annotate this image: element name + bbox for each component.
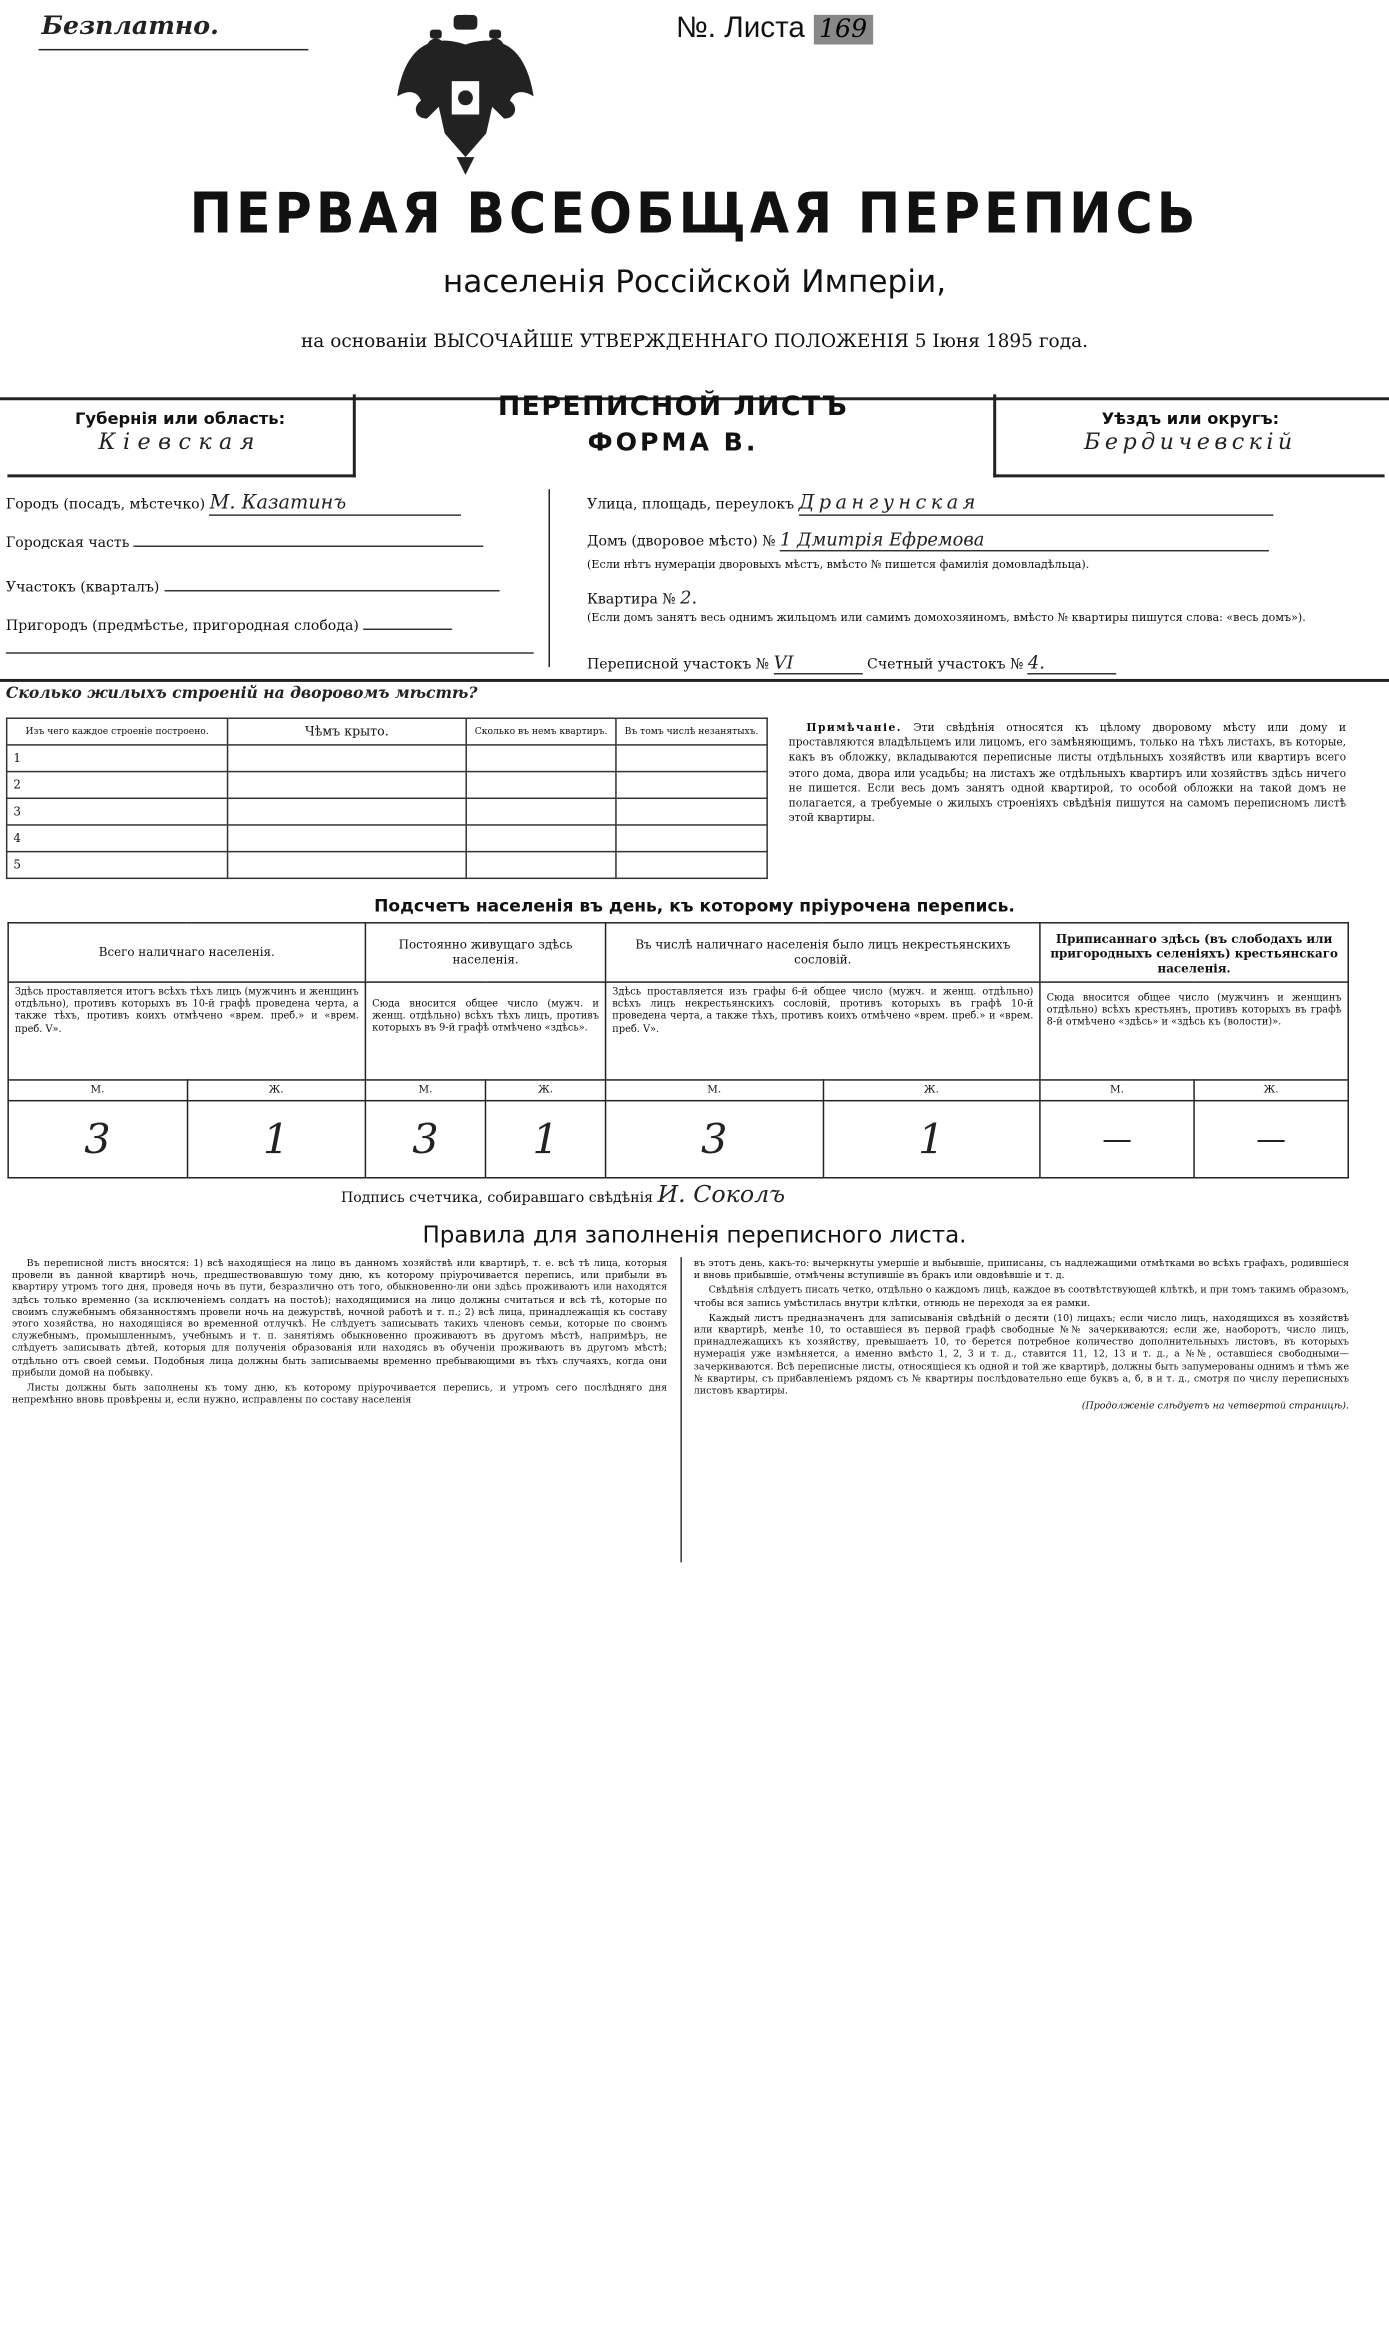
population-value-zh: 1 [187,1100,366,1177]
sheet-number [676,12,873,46]
gorodskaya-chast-row [6,531,484,552]
ulitsa-label: Улица, площадь, переулокъ [587,496,795,513]
rules-paragraph: Свѣдѣнія слѣдуетъ писать четко, отдѣльно о каждомъ лицѣ, каждое въ соотвѣтствующей клѣткѣ, и при томъ такимъ образомъ, чтобы вся запись умѣстилась внутри клѣтки, отнюдь не переходя за ея рамки. [693,1284,1349,1309]
rules-paragraph: Каждый листъ предназначенъ для записыванія свѣдѣній о десяти (10) лицахъ; если число лицъ, находящихся въ хозяйствѣ или квартирѣ, менѣе 10, то оставшіеся въ первой графѣ свободные №№ зачеркиваются; если же, наоборотъ, число лицъ, принадлежащихъ къ хозяйству, превышаетъ 10, то берется потребное количество дополнительныхъ листовъ, въ которыхъ нумерація уже измѣняется, а именно вмѣсто 1, 2, 3 и т. д., ставится 11, 12, 13 и т. д., а №№, оставшіеся свободными—зачеркиваются. Всѣ переписные листы, относящіеся къ одной и той же квартирѣ, должны быть запумерованы однимъ и тѣмъ же № квартиры, съ прибавленіемъ рядомъ съ № квартиры послѣдовательно еще буквъ а, б, в и т. д., смотря по числу переписныхъ листовъ квартиры. [693,1311,1349,1397]
uezd-box [993,394,1384,477]
uchastok-label: Участокъ (кварталъ) [5,579,160,596]
uezd-label: Уѣздъ или округъ: [1101,409,1280,429]
population-header: Приписаннаго здѣсь (въ слободахъ или пригородныхъ селеніяхъ) крестьянскаго населенія. [1040,923,1348,982]
kvartira-note: (Если домъ занятъ весь однимъ жильцомъ или самимъ домохозяиномъ, вмѣсто № квартиры пишутся слова: «весь домъ»). [587,610,1306,625]
kvartira-label: Квартира № [587,591,676,608]
sex-label-m: М. [606,1080,823,1100]
table-row [7,772,767,799]
perepisnoy-uchastok-value: VI [774,652,863,674]
population-value-m: 3 [8,1100,187,1177]
buildings-question: Сколько жилыхъ строеній на дворовомъ мѣстѣ? [5,684,478,703]
sex-label-m: М. [365,1080,485,1100]
uchastok-field [164,575,499,591]
gubernia-label: Губернія или область: [75,409,286,429]
perepisnoy-uchastok-label: Переписной участокъ № [587,656,770,674]
table-row [7,852,767,879]
prigorod-line [6,652,534,653]
schetny-uchastok-label: Счетный участокъ № [867,656,1024,674]
double-headed-eagle-emblem [391,15,539,178]
buildings-header-material: Изъ чего каждое строеніе построено. [7,718,228,745]
population-header-row [8,923,1348,982]
population-value-m: 3 [606,1100,823,1177]
note-title: Примѣчаніе. [806,720,902,734]
gorodskaya-chast-field [134,531,484,547]
rules-paragraph: Листы должны быть заполнены къ тому дню, къ которому пріурочивается перепись, и утромъ сего послѣдняго дня непремѣнно вновь провѣрены и, если нужно, исправлены по составу населенія [11,1381,668,1406]
buildings-rule [0,679,1389,682]
uchastok-row [6,575,499,596]
kvartira-value: 2. [680,587,698,608]
rules-paragraph: Въ переписной листъ вносятся: 1) всѣ находящіеся на лицо въ данномъ хозяйствѣ или квартирѣ, т. е. всѣ тѣ лица, которыя провели въ данной квартирѣ ночь, предшествовавшую тому дню, къ которому пріурочивается перепись, или прибыли въ квартиру утромъ того дня, проведя ночь въ пути, безразлично отъ того, обыкновенно-ли они здѣсь проживаютъ или находятся здѣсь только временно (за исключеніемъ солдатъ на постоѣ); находящимися на лицо должны считаться и всѣ тѣ, которые по своимъ служебнымъ обязанностямъ провели ночь на дежурствѣ, ночной работѣ и т. п.; 2) всѣ лица, принадлежащія къ составу этого хозяйства, но находящіяся во временной отлучкѣ. Не слѣдуетъ записывать такихъ членовъ семьи, которые по своимъ служебнымъ, промышленнымъ, учебнымъ и т. п. занятіямъ обыкновенно проживаютъ въ другомъ мѣстѣ, напримѣръ, не слѣдуетъ записывать дѣтей, которыя для полученія образованія или находясь въ обученіи проживаютъ въ другомъ мѣстѣ; отдѣльно отъ своей семьи. Подобныя лица должны быть записываемы временно пребывающими въ тѣхъ случаяхъ, когда они прибыли домой на побывку. [11,1257,668,1379]
population-values-row [8,1100,1348,1177]
free-label: Безплатно. [41,11,219,42]
rules-divider [680,1257,681,1562]
rules-title: Правила для заполненія переписного листа. [422,1221,967,1249]
form-title-block [353,391,993,458]
population-header: Всего наличнаго населенія. [8,923,365,982]
population-desc: Здѣсь проставляется итогъ всѣхъ тѣхъ лицъ (мужчинъ и женщинъ отдѣльно), противъ которыхъ въ 10-й графѣ проведена черта, а также тѣхъ, противъ коихъ отмѣчено «врем. преб.» и «врем. преб. V». [8,982,365,1080]
gorod-value: М. Казатинъ [210,492,462,516]
dom-label: Домъ (дворовое мѣсто) № [587,533,776,550]
prigorod-row [6,614,452,635]
dom-note: (Если нѣтъ нумераціи дворовыхъ мѣстъ, вмѣсто № пишется фамилія домовладѣльца). [587,557,1090,571]
address-divider [548,489,549,667]
population-value-m: — [1040,1100,1194,1177]
population-title: Подсчетъ населенія въ день, къ которому пріурочена перепись. [374,895,1015,917]
sex-label-zh: Ж. [187,1080,366,1100]
rules-right-column [694,1257,1349,1415]
prigorod-label: Пригородъ (предмѣстье, пригородная слобода) [5,618,359,635]
sex-label-m: М. [8,1080,187,1100]
buildings-table [6,717,768,879]
ulitsa-value: Дрангунская [799,492,1273,516]
signature-row [341,1180,785,1208]
signature-value: И. Соколъ [657,1179,786,1209]
page-subtitle: населенія Россійской Имперіи, [442,263,947,300]
buildings-header-apartments: Сколько въ немъ квартиръ. [466,718,616,745]
prigorod-field [363,614,452,630]
row-number: 3 [7,798,228,825]
gorod-label: Городъ (посадъ, мѣстечко) [5,496,206,513]
row-number: 1 [7,745,228,772]
rules-left-column [12,1257,667,1409]
buildings-header-row [7,718,767,745]
population-desc: Здѣсь проставляется изъ графы 6-й общее число (мужч. и женщ. отдѣльно) всѣхъ лицъ некрестьянскихъ сословій, противъ которыхъ въ графѣ 10-й проведена черта, а также тѣхъ, противъ коихъ отмѣчено «врем. преб.» и «врем. преб. V». [606,982,1040,1080]
table-row [7,745,767,772]
population-desc: Сюда вносится общее число (мужч. и женщ. отдѣльно) всѣхъ тѣхъ лицъ, противъ которыхъ въ 9-й графѣ отмѣчено «здѣсь». [365,982,605,1080]
gubernia-value: Кіевская [98,428,262,456]
table-row [7,798,767,825]
sheet-number-value: 169 [813,15,873,45]
schetny-uchastok-value: 4. [1028,652,1117,674]
population-table [7,922,1349,1178]
gorod-row [6,492,462,516]
dom-value: 1 Дмитрія Ефремова [780,529,1269,551]
population-value-zh: 1 [823,1100,1040,1177]
uchastki-row [587,652,1117,674]
note-text: Эти свѣдѣнія относятся къ цѣлому дворовому мѣсту или дому и проставляются владѣльцемъ или лицомъ, его замѣняющимъ, только на тѣхъ листахъ, въ которые, какъ въ обложку, вкладываются переписные листы отдѣльныхъ хозяйствъ или квартиръ всего этого дома, двора или усадьбы; на листахъ же отдѣльныхъ квартиръ или хозяйствъ здѣсь ничего не пишется. Если весь домъ занятъ одной квартирой, то особой обложки на такой домъ не полагается, а требуемые о жилыхъ строеніяхъ свѣдѣнія пишутся на самомъ переписномъ листѣ этой квартиры. [788,720,1347,825]
table-row [7,825,767,852]
dom-row [587,529,1269,551]
form-title: ПЕРЕПИСНОЙ ЛИСТЪ [497,391,849,423]
population-value-zh: 1 [486,1100,606,1177]
population-desc-row [8,982,1348,1080]
population-value-zh: — [1194,1100,1348,1177]
ulitsa-row [587,492,1273,516]
population-header: Постоянно живущаго здѣсь населенія. [365,923,605,982]
buildings-header-roof: Чѣмъ крыто. [228,718,467,745]
kvartira-row [587,587,697,608]
sex-label-zh: Ж. [486,1080,606,1100]
gubernia-box [7,394,355,477]
signature-label: Подпись счетчика, собиравшаго свѣдѣнія [340,1190,653,1207]
population-value-m: 3 [365,1100,485,1177]
uezd-value: Бердичевскій [1084,428,1297,456]
form-name: ФОРМА В. [587,428,759,459]
rules-paragraph: въ этотъ день, какъ-то: вычеркнуты умершіе и выбывшіе, приписаны, съ надлежащими отмѣтками во всѣхъ графахъ, родившіеся и вновь прибывшіе, отмѣчены вступившіе въ бракъ или овдовѣвшіе и т. д. [693,1257,1349,1282]
sex-label-zh: Ж. [1194,1080,1348,1100]
gorodskaya-chast-label: Городская часть [5,535,130,552]
page-title: ПЕРВАЯ ВСЕОБЩАЯ ПЕРЕПИСЬ [189,180,1200,247]
rules-continuation: (Продолженіе слѣдуетъ на четвертой страницѣ). [1081,1399,1349,1412]
sex-label-zh: Ж. [823,1080,1040,1100]
buildings-header-unoccupied: Въ томъ числѣ незанятыхъ. [616,718,767,745]
row-number: 2 [7,772,228,799]
population-sex-row [8,1080,1348,1100]
decree-basis: на основаніи ВЫСОЧАЙШЕ УТВЕРЖДЕННАГО ПОЛОЖЕНІЯ 5 Іюня 1895 года. [300,329,1089,352]
free-underline [39,49,309,50]
population-header: Въ числѣ наличнаго населенія было лицъ некрестьянскихъ сословій. [606,923,1040,982]
row-number: 5 [7,852,228,879]
sex-label-m: М. [1040,1080,1194,1100]
row-number: 4 [7,825,228,852]
population-desc: Сюда вносится общее число (мужчинъ и женщинъ отдѣльно) всѣхъ крестьянъ, противъ которыхъ въ графѣ 8-й отмѣчено «здѣсь» и «здѣсь къ (волости)». [1040,982,1348,1080]
buildings-note [789,720,1346,826]
sheet-number-label: №. Листа [675,11,805,45]
